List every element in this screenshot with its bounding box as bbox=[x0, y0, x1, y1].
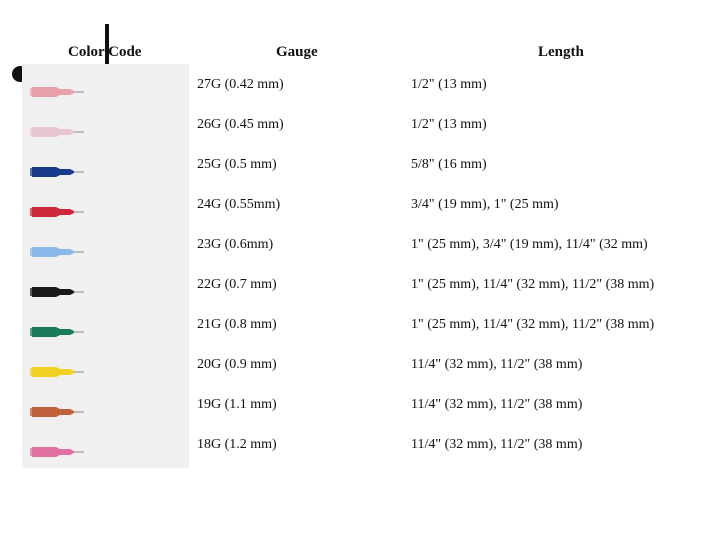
needle-hub-icon bbox=[30, 126, 180, 138]
gauge-cell: 19G (1.1 mm) bbox=[197, 397, 277, 412]
length-cell: 11/4" (32 mm), 11/2" (38 mm) bbox=[411, 357, 583, 372]
table-row bbox=[0, 397, 720, 446]
needle-hub-icon bbox=[30, 166, 180, 178]
gauge-cell: 26G (0.45 mm) bbox=[197, 117, 284, 132]
table-row bbox=[0, 157, 720, 206]
needle-hub-icon bbox=[30, 406, 180, 418]
table-row bbox=[0, 77, 720, 126]
gauge-cell: 27G (0.42 mm) bbox=[197, 77, 284, 92]
gauge-cell: 25G (0.5 mm) bbox=[197, 157, 277, 172]
needle-hub-icon bbox=[30, 86, 180, 98]
header-color-code: Color Code bbox=[68, 44, 142, 60]
header-length: Length bbox=[538, 44, 584, 60]
table-row bbox=[0, 357, 720, 406]
length-cell: 1/2" (13 mm) bbox=[411, 117, 487, 132]
gauge-cell: 23G (0.6mm) bbox=[197, 237, 274, 252]
gauge-cell: 24G (0.55mm) bbox=[197, 197, 281, 212]
length-cell: 11/4" (32 mm), 11/2" (38 mm) bbox=[411, 397, 583, 412]
length-cell: 1/2" (13 mm) bbox=[411, 77, 487, 92]
needle-hub-icon bbox=[30, 206, 180, 218]
header-gauge: Gauge bbox=[276, 44, 318, 60]
table-row bbox=[0, 317, 720, 366]
needle-hub-icon bbox=[30, 366, 180, 378]
table-row bbox=[0, 437, 720, 486]
gauge-cell: 20G (0.9 mm) bbox=[197, 357, 277, 372]
length-cell: 1" (25 mm), 3/4" (19 mm), 11/4" (32 mm) bbox=[411, 237, 648, 252]
needle-hub-icon bbox=[30, 326, 180, 338]
gauge-cell: 22G (0.7 mm) bbox=[197, 277, 277, 292]
length-cell: 11/4" (32 mm), 11/2" (38 mm) bbox=[411, 437, 583, 452]
gauge-cell: 18G (1.2 mm) bbox=[197, 437, 277, 452]
table-row bbox=[0, 117, 720, 166]
length-cell: 1" (25 mm), 11/4" (32 mm), 11/2" (38 mm) bbox=[411, 277, 655, 292]
needle-hub-icon bbox=[30, 446, 180, 458]
needle-hub-icon bbox=[30, 286, 180, 298]
length-cell: 3/4" (19 mm), 1" (25 mm) bbox=[411, 197, 559, 212]
length-cell: 1" (25 mm), 11/4" (32 mm), 11/2" (38 mm) bbox=[411, 317, 655, 332]
gauge-cell: 21G (0.8 mm) bbox=[197, 317, 277, 332]
length-cell: 5/8" (16 mm) bbox=[411, 157, 487, 172]
needle-hub-icon bbox=[30, 246, 180, 258]
